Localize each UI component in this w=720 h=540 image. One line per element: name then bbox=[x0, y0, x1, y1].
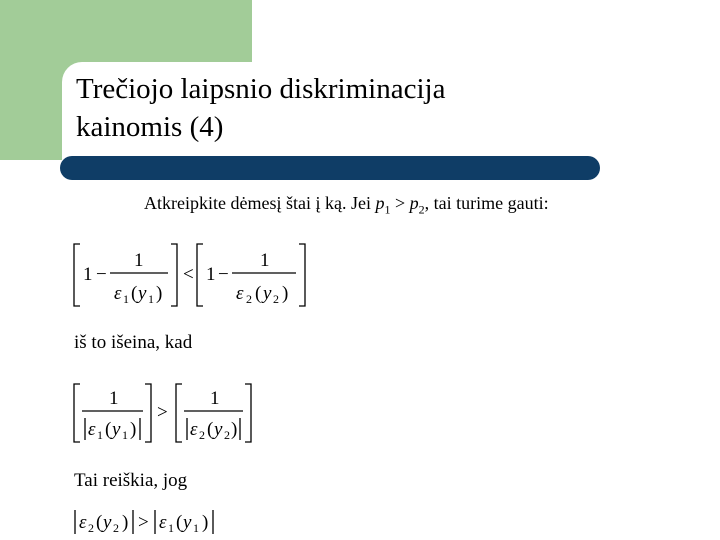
svg-text:(: ( bbox=[176, 512, 183, 533]
svg-text:): ) bbox=[122, 512, 129, 533]
svg-text:2: 2 bbox=[199, 428, 205, 442]
svg-text:1: 1 bbox=[97, 428, 103, 442]
svg-text:>: > bbox=[157, 402, 168, 423]
text-line-3: Tai reiškia, jog bbox=[74, 470, 188, 491]
svg-text:<: < bbox=[183, 264, 194, 285]
svg-text:y: y bbox=[263, 283, 272, 304]
svg-text:2: 2 bbox=[246, 292, 252, 306]
text-line-2: iš to išeina, kad bbox=[74, 332, 193, 353]
svg-text:ε: ε bbox=[114, 283, 122, 304]
svg-text:1: 1 bbox=[193, 521, 199, 535]
formula-2-svg bbox=[70, 380, 260, 446]
svg-text:2: 2 bbox=[113, 521, 119, 535]
formula-inequality-2 bbox=[70, 380, 260, 446]
formula-inequality-3 bbox=[70, 506, 230, 538]
svg-text:2: 2 bbox=[273, 292, 279, 306]
formula-3-svg bbox=[70, 506, 230, 538]
svg-text:(: ( bbox=[105, 419, 112, 440]
svg-text:1: 1 bbox=[83, 264, 93, 285]
svg-text:1: 1 bbox=[210, 388, 220, 409]
svg-text:y: y bbox=[183, 512, 192, 533]
svg-text:−: − bbox=[218, 264, 229, 285]
svg-text:): ) bbox=[130, 419, 137, 440]
formula-inequality-1 bbox=[70, 240, 320, 310]
svg-text:−: − bbox=[96, 264, 107, 285]
formula-1-svg bbox=[70, 240, 320, 310]
svg-text:2: 2 bbox=[88, 521, 94, 535]
svg-text:): ) bbox=[202, 512, 209, 533]
svg-text:1: 1 bbox=[206, 264, 216, 285]
intro-text: Atkreipkite dėmesį štai į ką. Jei $p_1 > p_2$, tai turime gauti: bbox=[144, 193, 549, 217]
svg-text:1: 1 bbox=[134, 250, 144, 271]
svg-text:>: > bbox=[138, 512, 149, 533]
svg-text:1: 1 bbox=[123, 292, 129, 306]
svg-text:ε: ε bbox=[88, 419, 96, 440]
svg-text:y: y bbox=[214, 419, 223, 440]
svg-text:1: 1 bbox=[260, 250, 270, 271]
svg-text:ε: ε bbox=[236, 283, 244, 304]
svg-text:(: ( bbox=[131, 283, 138, 304]
svg-text:): ) bbox=[231, 419, 238, 440]
svg-text:): ) bbox=[156, 283, 163, 304]
title-line-1: Trečiojo laipsnio diskriminacija bbox=[76, 73, 446, 105]
slide-title bbox=[76, 70, 445, 146]
svg-text:y: y bbox=[112, 419, 121, 440]
svg-text:y: y bbox=[138, 283, 147, 304]
svg-text:1: 1 bbox=[109, 388, 119, 409]
svg-text:ε: ε bbox=[79, 512, 87, 533]
svg-text:(: ( bbox=[96, 512, 103, 533]
svg-text:ε: ε bbox=[159, 512, 167, 533]
title-divider-bar bbox=[60, 156, 600, 180]
title-line-2: kainomis (4) bbox=[76, 111, 224, 143]
svg-text:2: 2 bbox=[224, 428, 230, 442]
svg-text:ε: ε bbox=[190, 419, 198, 440]
svg-text:y: y bbox=[103, 512, 112, 533]
svg-text:): ) bbox=[282, 283, 289, 304]
svg-text:1: 1 bbox=[168, 521, 174, 535]
svg-text:(: ( bbox=[207, 419, 214, 440]
svg-text:1: 1 bbox=[148, 292, 154, 306]
svg-text:1: 1 bbox=[122, 428, 128, 442]
svg-text:(: ( bbox=[255, 283, 262, 304]
